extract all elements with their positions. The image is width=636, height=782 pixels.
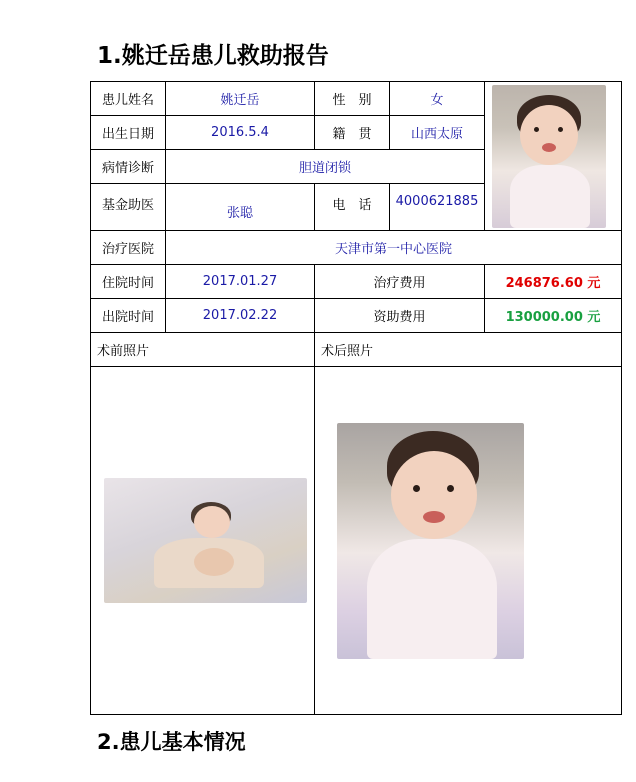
gender-label: 性 别: [315, 82, 390, 116]
doctor-label: 基金助医: [91, 184, 166, 231]
report-title: 1.姚迁岳患儿救助报告: [97, 43, 329, 69]
birth-label: 出生日期: [91, 116, 166, 150]
phone-value: 4000621885: [390, 184, 485, 231]
origin-value: 山西太原: [390, 116, 485, 150]
after-photo-label: 术后照片: [315, 333, 622, 367]
row-hospital: [91, 231, 622, 265]
row-name: [91, 82, 622, 116]
cost-value: 246876.60 元: [485, 265, 622, 299]
discharge-value: 2017.02.22: [166, 299, 315, 333]
admit-value: 2017.01.27: [166, 265, 315, 299]
rescue-report-table: [90, 81, 622, 715]
before-photo-label: 术前照片: [91, 333, 315, 367]
aid-value: 130000.00 元: [485, 299, 622, 333]
patient-photo: [492, 85, 606, 228]
origin-label: 籍 贯: [315, 116, 390, 150]
after-surgery-photo: [337, 423, 524, 659]
name-value: 姚迁岳: [166, 82, 315, 116]
admit-label: 住院时间: [91, 265, 166, 299]
doctor-value: 张聪: [166, 184, 315, 231]
hospital-label: 治疗医院: [91, 231, 166, 265]
hospital-value: 天津市第一中心医院: [166, 231, 622, 265]
cost-label: 治疗费用: [315, 265, 485, 299]
section-heading-basic-info: 2.患儿基本情况: [97, 730, 246, 754]
before-surgery-photo: [104, 478, 307, 603]
aid-label: 资助费用: [315, 299, 485, 333]
patient-photo-cell: [485, 82, 622, 231]
phone-label: 电 话: [315, 184, 390, 231]
row-photo-labels: [91, 333, 622, 367]
birth-value: 2016.5.4: [166, 116, 315, 150]
name-label: 患儿姓名: [91, 82, 166, 116]
diagnosis-label: 病情诊断: [91, 150, 166, 184]
row-admission: [91, 265, 622, 299]
before-photo-cell: [91, 367, 315, 715]
gender-value: 女: [390, 82, 485, 116]
row-photos: [91, 367, 622, 715]
after-photo-cell: [315, 367, 622, 715]
discharge-label: 出院时间: [91, 299, 166, 333]
diagnosis-value: 胆道闭锁: [166, 150, 485, 184]
row-discharge: [91, 299, 622, 333]
